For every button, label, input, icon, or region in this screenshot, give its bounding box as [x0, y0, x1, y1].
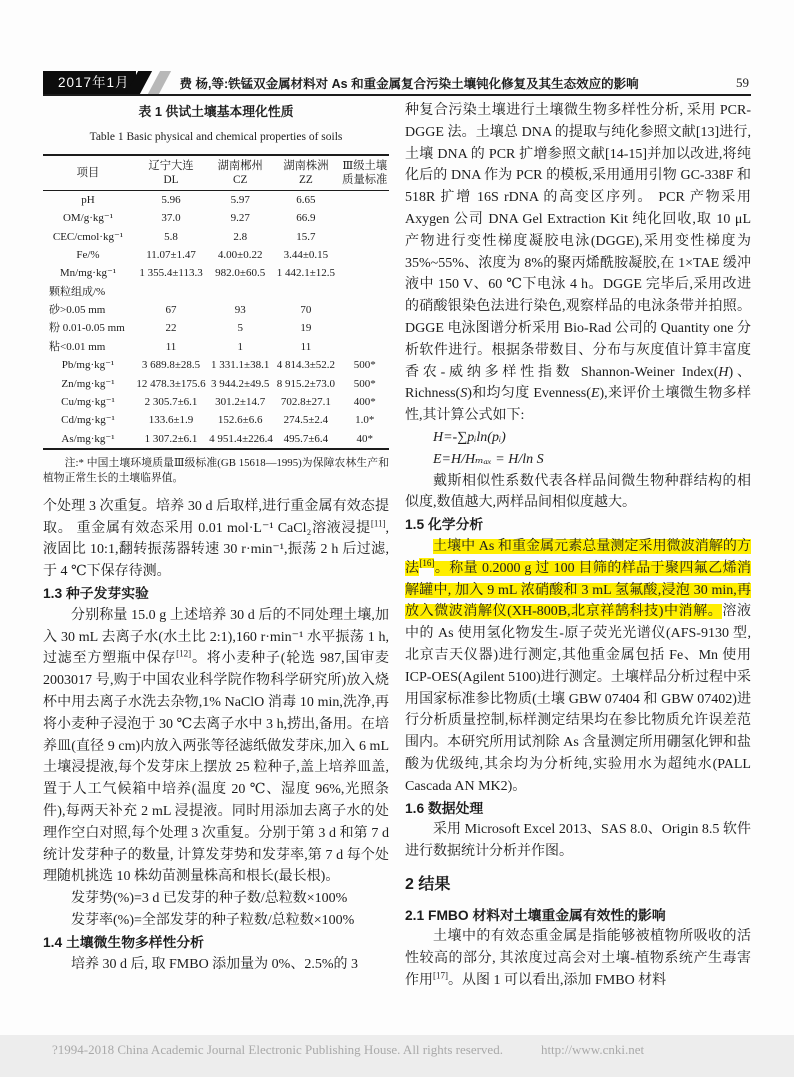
paragraph-dgge	[405, 100, 751, 427]
table-row	[43, 301, 389, 319]
table-cell: 9.27	[230, 212, 250, 225]
text-segment: [11]	[370, 517, 386, 528]
text-segment: 。称量 0.2000 g 过 100 目筛的样品于聚四氟乙烯消解罐中, 加入 9 mL 浓硝酸和 3 mL 氢氟酸,浸泡 30 min,再放入微波消解仪(XH-800B,北京祥鹄科技)中消解。	[405, 560, 752, 620]
issue-date: 2017年1月	[58, 75, 130, 90]
table-cell: 1	[237, 340, 243, 353]
table-cell	[341, 282, 389, 300]
table-row	[43, 411, 389, 429]
paragraph-continuation	[43, 496, 389, 583]
table-header-cell: 辽宁大连 DL	[133, 155, 209, 191]
running-title: 费 杨,等:铁锰双金属材料对 As 和重金属复合污染土壤钝化修复及其生态效应的影响	[179, 76, 639, 91]
table-cell: 12 478.3±175.6	[136, 377, 206, 390]
equation-evenness: E=H/Hₘₐₓ = H/ln S	[433, 451, 544, 467]
text-segment: 个处理 3 次重复。培养 30 d 后取样,进行重金属有效态提取。 重金属有效态采用 0.01 mol·L⁻¹ CaCl₂溶液浸提	[43, 498, 389, 536]
text-segment: 。将小麦种子(轮选 987,国审麦 2003017 号,购于中国农业科学院作物科学研究所)放入烧杯中用去离子水洗去杂物,1% NaClO 消毒 10 min,洗净,再将小麦种子浸泡于 30 ℃去离子水中 3 h,捞出,备用。在培养皿(直径 9 cm)内放入两张等径滤纸做发芽床,加入 6 mL 土壤浸提液,每个发芽床上摆放 25 粒种子,盖上培养皿盖,置于人工气候箱中培养(温度 20 ℃、湿度 96%,光照条件),每两天补充 2 mL 浸提液。同时用添加去离子水的处理作空白对照,每个处理 3 次重复。分别于第 3 d 和第 7 d 统计发芽种子的数量, 计算发芽势和发芽率,第 7 d 每个处理随机挑选 10 株幼苗测量株高和根长(最长根)。	[43, 651, 389, 885]
table-cell	[341, 338, 389, 356]
text-segment: S	[460, 386, 468, 402]
table-header-cell: Ⅲ级土壤 质量标准	[341, 155, 389, 191]
text-segment: 。从图 1 可以看出,添加 FMBO 材料	[448, 973, 667, 989]
text-segment: 种复合污染土壤进行土壤微生物多样性分析, 采用 PCR-DGGE 法。土壤总 DNA 的提取与纯化参照文献[13]进行,土壤 DNA 的 PCR 扩增参照文献[14-15]并加以改进,将纯化后的 DNA 作为 PCR 的模板,采用通用引物 GC-338F 和 518R 扩增 16S rDNA 的高变区序列。 PCR 产物采用 Axygen 公司 DNA Gel Extraction Kit 纯化回收,取 10 μL 产物进行变性梯度凝胶电泳(DGGE),采用变性梯度为 35%~55%、浓度为 8%的聚丙烯酰胺凝胶,在 1×TAE 缓冲液中 150 V、60 ℃下电泳 4 h。DGGE 完毕后,采用改进的硝酸银染色法进行染色,观察样品的电泳条带并拍照。 DGGE 电泳图谱分析采用 Bio-Rad 公司的 Quantity one 分析软件进行。根据条带数目、分布与灰度值计算丰富度香农-威纳多样性指数 Shannon-Weiner Index(	[405, 103, 751, 380]
text-segment: 土壤中 As 和重金属元素总量测定采用微波消解的方法	[405, 538, 751, 576]
table-cell: 133.6±1.9	[148, 414, 194, 427]
text-segment: 分别称量 15.0 g 上述培养 30 d 后的不同处理土壤,加入 30 mL 去离子水(水土比 2:1),160 r·min⁻¹ 水平振荡 1 h,过滤至方塑瓶中保存	[43, 607, 389, 667]
table-caption-en: Table 1 Basic physical and chemical properties of soils	[89, 130, 343, 143]
text-segment: ,液固比 10:1,翻转振荡器转速 30 r·min⁻¹,振荡 2 h 后过滤,于 4 ℃下保存待测。	[43, 520, 389, 580]
table-cell	[341, 209, 389, 227]
paragraph-germination	[43, 605, 389, 888]
copyright-text: ?1994-2018 China Academic Journal Electronic Publishing House. All rights reserved.	[52, 1042, 503, 1057]
table-cell: 19	[300, 322, 312, 335]
table-cell: Fe/%	[76, 248, 100, 261]
table-row	[43, 338, 389, 356]
section-heading-1-3: 1.3 种子发芽实验	[43, 586, 149, 602]
paragraph-dice: 戴斯相似性系数代表各样品间微生物种群结构的相似度,数值越大,两样品间相似度越大。	[405, 473, 751, 511]
text-segment: [16]	[419, 558, 435, 569]
text-segment: )和均匀度 Evenness(	[467, 386, 591, 402]
table-cell: 5	[237, 322, 243, 335]
table-row	[43, 190, 389, 209]
table-cell	[133, 282, 209, 300]
table-cell: 22	[165, 322, 177, 335]
table-cell: 40*	[356, 432, 373, 445]
table-cell: CEC/cmol·kg⁻¹	[52, 230, 124, 243]
table-cell: 400*	[353, 395, 376, 408]
table-cell: OM/g·kg⁻¹	[62, 212, 113, 225]
text-segment: )、Richness(	[405, 364, 751, 402]
two-column-body	[43, 100, 751, 992]
table-cell: 8 915.2±73.0	[276, 377, 336, 390]
text-segment: H	[718, 364, 729, 380]
table-header-cell: 湖南株洲 ZZ	[271, 155, 340, 191]
table-row	[43, 319, 389, 337]
running-header	[43, 71, 751, 96]
table-row	[43, 227, 389, 245]
table-row	[43, 282, 389, 300]
table-caption-zh: 表 1 供试土壤基本理化性质	[138, 104, 294, 119]
left-column	[43, 100, 389, 992]
text-segment: 溶液中的 As 使用氢化物发生-原子荧光光谱仪(AFS-9130 型,北京吉天仪器)进行测定,其他重金属包括 Fe、Mn 使用 ICP-OES(Agilent 5100)进行测定。土壤样品分析过程中采用国家标准参比物质(土壤 GBW 07404 和 GBW 07402)进行分析质量控制,标样测定结果均在参比物质允许误差范围内。本研究所用试剂除 As 含量测定所用硼氢化钾和盐酸为优级纯,其余均为分析纯,实验用水为超纯水(PALL Cascada AN MK2)。	[405, 604, 752, 794]
table-cell	[341, 264, 389, 282]
table-cell: Cu/mg·kg⁻¹	[61, 395, 115, 408]
table-cell	[341, 246, 389, 264]
text-segment: 土壤中的有效态重金属是指能够被植物所吸收的活性较高的部分, 其浓度过高会对土壤-植物系统产生毒害作用	[405, 929, 751, 989]
section-heading-1-6: 1.6 数据处理	[405, 800, 484, 816]
table-cell: Cd/mg·kg⁻¹	[61, 414, 115, 427]
table-cell: 37.0	[161, 212, 181, 225]
table-cell: 495.7±6.4	[283, 432, 329, 445]
formula-germination-potential: 发芽势(%)=3 d 已发芽的种子数/总粒数×100%	[71, 891, 348, 907]
table-cell: 66.9	[296, 212, 316, 225]
paragraph-data-processing: 采用 Microsoft Excel 2013、SAS 8.0、Origin 8.5 软件进行数据统计分析并作图。	[405, 822, 751, 860]
table-cell: 152.6±6.6	[217, 414, 263, 427]
table-cell: Mn/mg·kg⁻¹	[59, 267, 117, 280]
text-segment: [12]	[176, 648, 192, 659]
table-cell: 11	[165, 340, 177, 353]
page-number: 59	[736, 74, 749, 90]
table-cell: pH	[81, 193, 95, 206]
table-cell: 11.07±1.47	[146, 248, 196, 261]
table-cell: 4 814.3±52.2	[276, 359, 336, 372]
table-cell: 70	[300, 304, 312, 317]
table-cell: 5.8	[164, 230, 178, 243]
section-heading-2: 2 结果	[405, 875, 451, 893]
table-cell	[341, 319, 389, 337]
paragraph-microbial: 培养 30 d 后, 取 FMBO 添加量为 0%、2.5%的 3	[71, 956, 359, 972]
table-cell: 2 305.7±6.1	[144, 395, 198, 408]
table-cell: 500*	[353, 359, 376, 372]
header-gray-slash	[147, 71, 170, 94]
equation-shannon: H=-∑pᵢln(pᵢ)	[433, 429, 506, 445]
table-row	[43, 374, 389, 392]
text-segment: [17]	[433, 970, 448, 981]
table-header-cell: 项目	[43, 155, 133, 191]
table-row	[43, 429, 389, 448]
table-cell: 500*	[353, 377, 376, 390]
table-cell: 3 944.2±49.5	[211, 377, 270, 390]
section-heading-2-1: 2.1 FMBO 材料对土壤重金属有效性的影响	[405, 907, 666, 923]
table-cell: As/mg·kg⁻¹	[61, 432, 115, 445]
table-cell	[341, 227, 389, 245]
table-header-cell: 湖南郴州 CZ	[209, 155, 271, 191]
table-cell: 2.8	[233, 230, 248, 243]
table-row	[43, 246, 389, 264]
table-cell: 砂>0.05 mm	[49, 304, 106, 317]
table-cell: 1.0*	[355, 414, 375, 427]
footer-bar	[0, 1035, 794, 1077]
section-heading-1-5: 1.5 化学分析	[405, 517, 484, 533]
table-row	[43, 356, 389, 374]
table-cell: 3 689.8±28.5	[141, 359, 201, 372]
cnki-url: http://www.cnki.net	[540, 1042, 645, 1057]
table-cell: 11	[300, 340, 312, 353]
table-cell: 6.65	[296, 193, 316, 206]
table-cell: 15.7	[296, 230, 316, 243]
table-row	[43, 264, 389, 282]
table-cell: 4 951.4±226.4	[209, 432, 273, 445]
table-cell	[209, 282, 271, 300]
table-row	[43, 209, 389, 227]
table-cell: 4.00±0.22	[217, 248, 263, 261]
table-cell: 702.8±27.1	[280, 395, 331, 408]
table-cell: 5.97	[230, 193, 250, 206]
table-cell: Pb/mg·kg⁻¹	[61, 359, 115, 372]
table-cell	[271, 282, 340, 300]
table-cell: 1 355.4±113.3	[139, 267, 203, 280]
table-cell: 301.2±14.7	[215, 395, 266, 408]
paragraph-results	[405, 926, 751, 991]
table-cell: 粉 0.01-0.05 mm	[49, 322, 125, 335]
table-note: 注:* 中国土壤环境质量Ⅲ级标准(GB 15618—1995)为保障农林生产和植物正常生长的土壤临界值。	[43, 456, 389, 485]
table-block	[43, 101, 389, 487]
text-segment: ),来评价土壤微生物多样性,其计算公式如下:	[405, 386, 752, 424]
table-cell	[341, 301, 389, 319]
table-cell: 982.0±60.5	[215, 267, 266, 280]
paragraph-chemical-analysis	[405, 536, 751, 798]
table-cell: 93	[234, 304, 246, 317]
section-heading-1-4: 1.4 土壤微生物多样性分析	[43, 934, 204, 950]
table-cell: 粘<0.01 mm	[49, 340, 106, 353]
issue-date-box	[43, 71, 136, 94]
right-column	[405, 100, 751, 992]
soil-properties-table	[43, 154, 389, 450]
table-cell: 1 442.1±12.5	[276, 267, 336, 280]
table-cell: 1 307.2±6.1	[144, 432, 198, 445]
formula-germination-rate: 发芽率(%)=全部发芽的种子粒数/总粒数×100%	[71, 912, 355, 928]
table-cell: 5.96	[161, 193, 181, 206]
text-segment: E	[590, 386, 600, 402]
table-cell: 67	[165, 304, 177, 317]
table-cell: 1 331.1±38.1	[211, 359, 270, 372]
table-cell: 3.44±0.15	[283, 248, 329, 261]
table-cell	[341, 190, 389, 209]
table-row	[43, 393, 389, 411]
table-cell: 颗粒组成/%	[49, 285, 106, 298]
table-cell: Zn/mg·kg⁻¹	[61, 377, 115, 390]
table-cell: 274.5±2.4	[283, 414, 329, 427]
